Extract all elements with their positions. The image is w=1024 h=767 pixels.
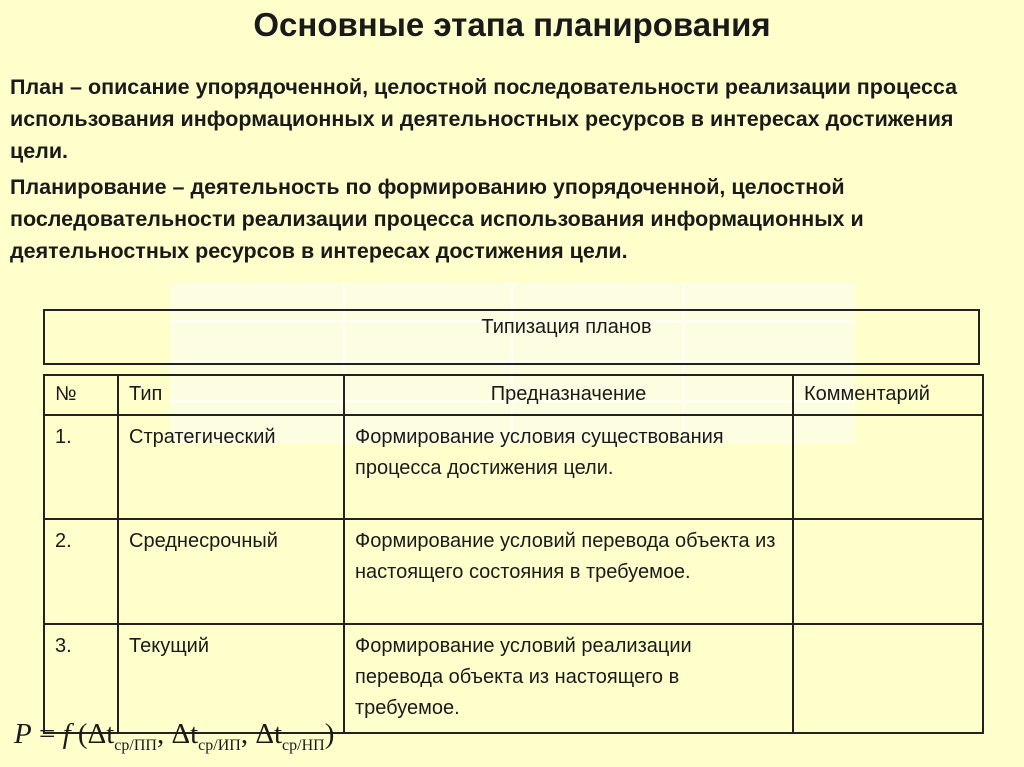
header-purpose: Предназначение: [344, 375, 793, 415]
formula-separator-2: ,: [240, 718, 256, 750]
formula-term-3: Δt: [255, 718, 283, 750]
formula-function: f: [62, 718, 71, 750]
formula-subscript-1: ср/ПП: [114, 736, 157, 754]
row-number: 1.: [44, 415, 118, 519]
row-purpose: Формирование условий перевода объекта из настоящего состояния в требуемое.: [344, 519, 793, 624]
slide-title: Основные этапа планирования: [253, 6, 771, 43]
plan-types-table: [43, 374, 984, 734]
formula-subscript-3: ср/НП: [282, 736, 325, 754]
formula-term-2: Δt: [171, 718, 199, 750]
formula-term-1: Δt: [87, 718, 115, 750]
header-comment: Комментарий: [793, 375, 983, 415]
row-number: 2.: [44, 519, 118, 624]
table-caption: Типизация планов: [481, 316, 652, 338]
header-type: Тип: [118, 375, 344, 415]
formula-equals: =: [31, 718, 63, 750]
formula-open-paren: (: [70, 718, 88, 750]
plan-definition: План – описание упорядоченной, целостной последовательности реализации процесса использования информационных и деятельностных ресурсов в интересах достижения цели.: [10, 75, 958, 163]
table-row: [44, 415, 983, 519]
row-comment: [793, 624, 983, 733]
row-type: Текущий: [118, 624, 344, 733]
row-number: 3.: [44, 624, 118, 733]
row-comment: [793, 519, 983, 624]
row-type: Стратегический: [118, 415, 344, 519]
row-comment: [793, 415, 983, 519]
formula-lhs: P: [14, 718, 32, 750]
row-purpose: Формирование условия существования процесса достижения цели.: [344, 415, 793, 519]
formula-separator-1: ,: [156, 718, 172, 750]
planning-formula: [14, 718, 334, 755]
table-header-row: [44, 375, 983, 415]
formula-subscript-2: ср/ИП: [198, 736, 241, 754]
planning-definition: Планирование – деятельность по формированию упорядоченной, целостной последовательности реализации процесса использования информационных и деятельностных ресурсов в интересах достижения цели.: [10, 175, 864, 263]
row-purpose: Формирование условий реализации перевода объекта из настоящего в требуемое.: [344, 624, 793, 733]
row-type: Среднесрочный: [118, 519, 344, 624]
table-row: [44, 519, 983, 624]
table-row: [44, 624, 983, 733]
header-number: №: [44, 375, 118, 415]
formula-close-paren: ): [324, 718, 335, 750]
